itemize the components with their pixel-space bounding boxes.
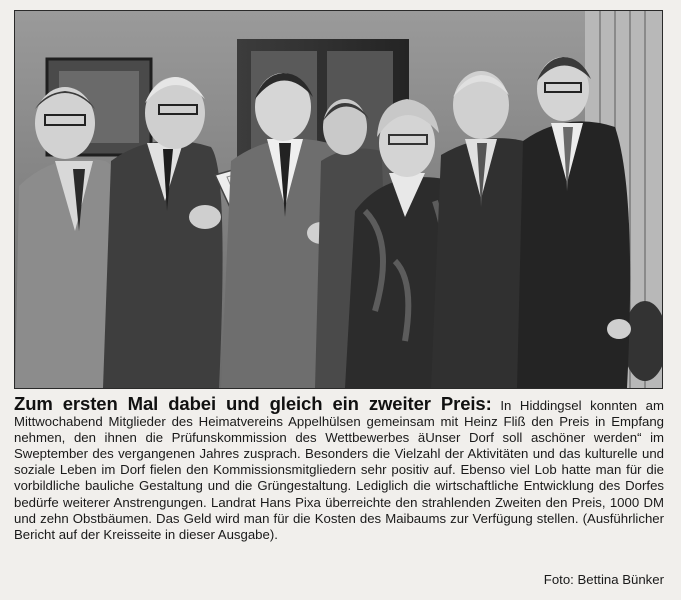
photo-caption — [14, 393, 664, 543]
article-body: In Hiddingsel konnten am Mittwochabend Mitglieder des Heimatvereins Appelhülsen gemeinsam mit Heinz Fliß den Preis in Empfang nehmen, den ihnen die Prüfunskommission des Wettbewerbes äUnser Dorf soll aschöner werden“ im Sweptember des vergangenen Jahres zusprach. Besonders die Vielzahl der Aktivitäten und das kulturelle und soziale Leben im Dorf fielen den Kommissionsmitgliedern sehr positiv auf. Ebenso viel Lob hatte man für die vorbildliche bauliche Gestaltung und die Grüngestaltung. Lediglich die wirtschaftliche Entwicklung des Dorfes bedürfe weiterer Anstrengungen. Landrat Hans Pixa überreichte den strahlenden Zweiten den Preis, 1000 DM und zehn Obstbäumen. Das Geld wird man für die Kosten des Maibaums zur Verfügung stellen. (Ausführlicher Bericht auf der Kreisseite in dieser Ausgabe). — [14, 398, 664, 542]
group-photo — [14, 10, 663, 389]
photo-credit: Foto: Bettina Bünker — [543, 572, 664, 587]
photo-illustration — [15, 11, 662, 388]
article-headline: Zum ersten Mal dabei und gleich ein zweiter Preis: — [14, 393, 492, 414]
